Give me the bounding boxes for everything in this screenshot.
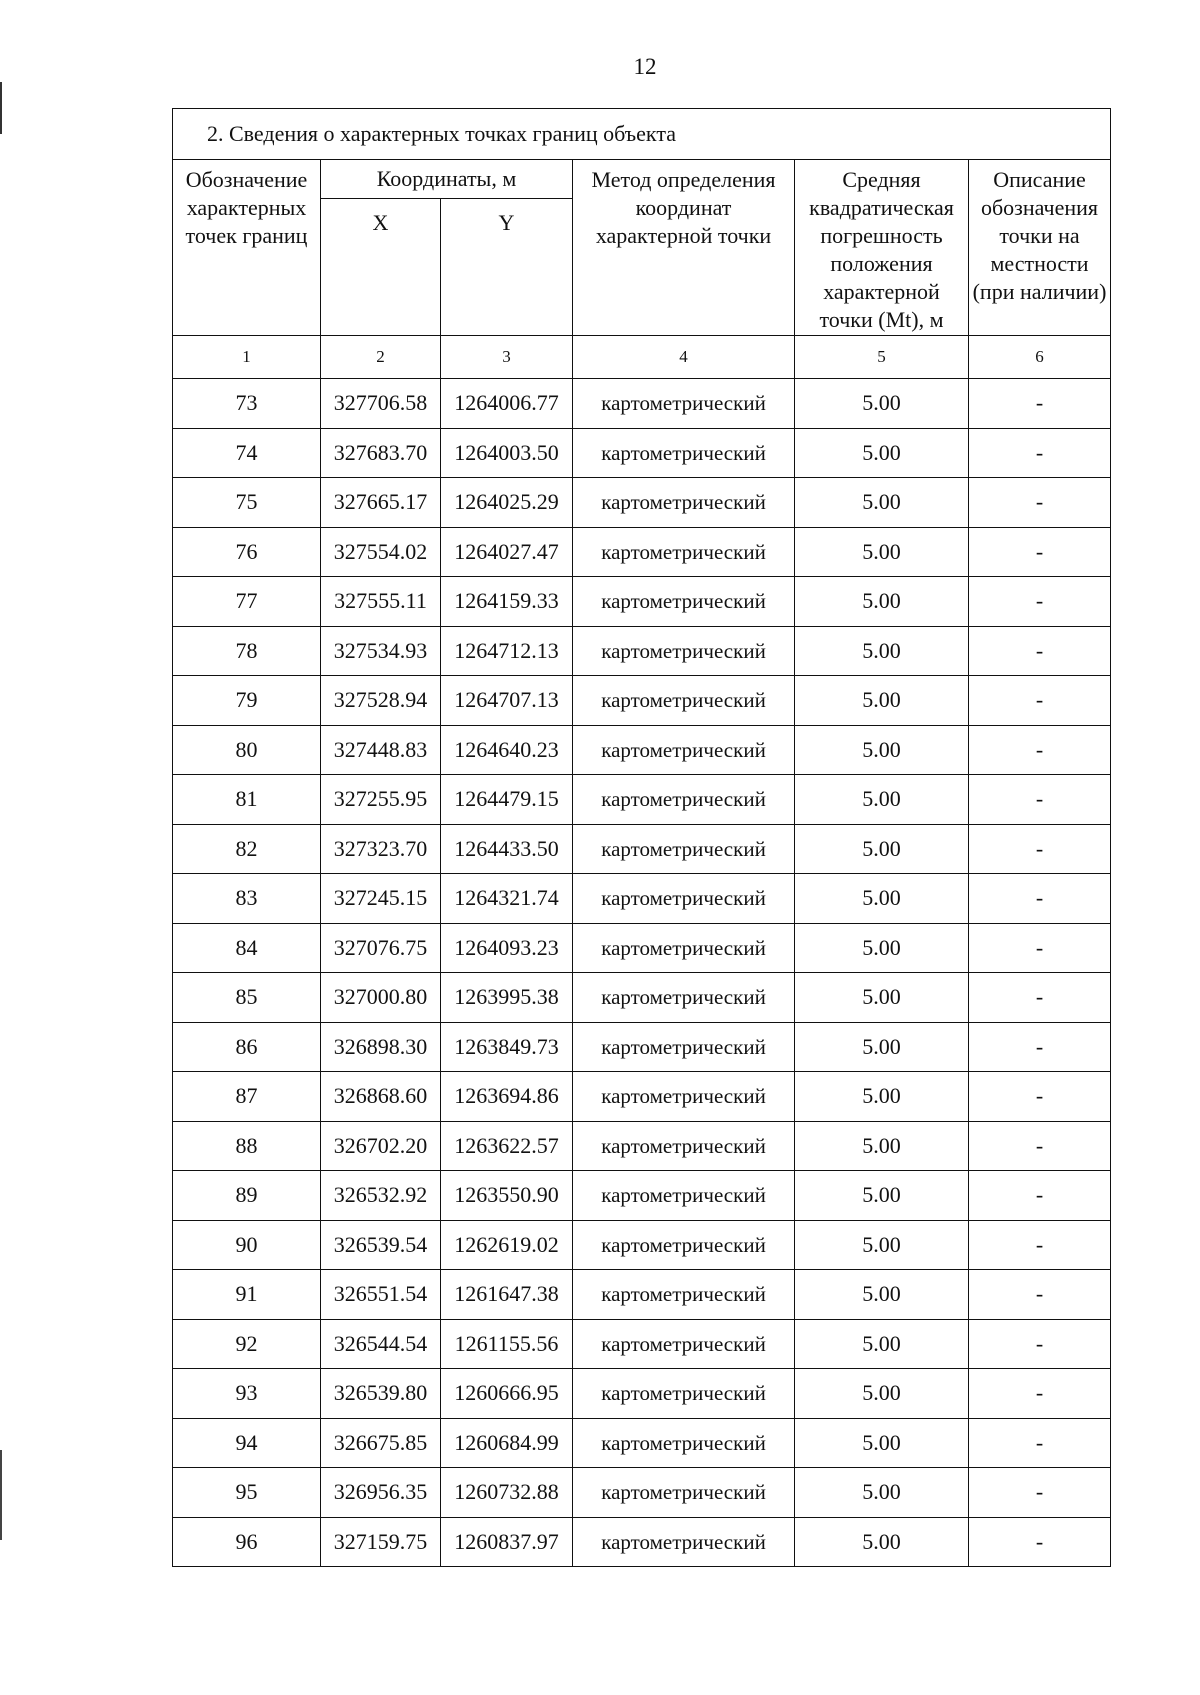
cell-y: 1264712.13 (441, 626, 573, 676)
cell-description: - (969, 1121, 1111, 1171)
header-y: Y (441, 199, 573, 336)
cell-point: 83 (173, 874, 321, 924)
cell-point: 92 (173, 1319, 321, 1369)
column-number: 3 (441, 336, 573, 379)
section-title-row (173, 109, 1111, 160)
boundary-points-table (172, 108, 1111, 1567)
cell-point: 88 (173, 1121, 321, 1171)
cell-point: 95 (173, 1468, 321, 1518)
table-row (173, 676, 1111, 726)
cell-method: картометрический (573, 1468, 795, 1518)
header-row (173, 160, 1111, 199)
cell-method: картометрический (573, 1369, 795, 1419)
cell-method: картометрический (573, 626, 795, 676)
cell-method: картометрический (573, 379, 795, 429)
cell-y: 1263694.86 (441, 1072, 573, 1122)
cell-accuracy: 5.00 (795, 1270, 969, 1320)
cell-accuracy: 5.00 (795, 1319, 969, 1369)
cell-y: 1260666.95 (441, 1369, 573, 1419)
cell-accuracy: 5.00 (795, 1022, 969, 1072)
cell-x: 327706.58 (321, 379, 441, 429)
table-row (173, 1319, 1111, 1369)
table-row (173, 1072, 1111, 1122)
cell-y: 1264479.15 (441, 775, 573, 825)
cell-description: - (969, 824, 1111, 874)
column-number-row (173, 336, 1111, 379)
table-row (173, 1220, 1111, 1270)
cell-x: 327255.95 (321, 775, 441, 825)
table-row (173, 1270, 1111, 1320)
table-row (173, 1369, 1111, 1419)
cell-point: 91 (173, 1270, 321, 1320)
cell-method: картометрический (573, 1220, 795, 1270)
cell-accuracy: 5.00 (795, 824, 969, 874)
table-row (173, 428, 1111, 478)
cell-description: - (969, 973, 1111, 1023)
cell-method: картометрический (573, 1022, 795, 1072)
cell-description: - (969, 1022, 1111, 1072)
cell-method: картометрический (573, 923, 795, 973)
cell-y: 1263995.38 (441, 973, 573, 1023)
cell-accuracy: 5.00 (795, 1072, 969, 1122)
cell-y: 1261155.56 (441, 1319, 573, 1369)
cell-accuracy: 5.00 (795, 725, 969, 775)
cell-y: 1263622.57 (441, 1121, 573, 1171)
table-row (173, 874, 1111, 924)
column-number: 6 (969, 336, 1111, 379)
cell-method: картометрический (573, 824, 795, 874)
cell-accuracy: 5.00 (795, 1517, 969, 1567)
cell-method: картометрический (573, 1270, 795, 1320)
cell-x: 326551.54 (321, 1270, 441, 1320)
cell-y: 1263849.73 (441, 1022, 573, 1072)
table-row (173, 1468, 1111, 1518)
cell-method: картометрический (573, 1121, 795, 1171)
cell-description: - (969, 1270, 1111, 1320)
header-description: Описание обозначения точки на местности (при наличии) (969, 160, 1111, 336)
cell-x: 327448.83 (321, 725, 441, 775)
cell-point: 77 (173, 577, 321, 627)
cell-x: 327000.80 (321, 973, 441, 1023)
cell-description: - (969, 478, 1111, 528)
cell-point: 84 (173, 923, 321, 973)
cell-x: 327323.70 (321, 824, 441, 874)
cell-accuracy: 5.00 (795, 1121, 969, 1171)
cell-method: картометрический (573, 1072, 795, 1122)
cell-method: картометрический (573, 874, 795, 924)
cell-accuracy: 5.00 (795, 1418, 969, 1468)
cell-method: картометрический (573, 676, 795, 726)
cell-y: 1264640.23 (441, 725, 573, 775)
cell-description: - (969, 1319, 1111, 1369)
cell-point: 78 (173, 626, 321, 676)
scan-edge-mark (0, 82, 2, 134)
scan-edge-mark (0, 1450, 2, 1540)
cell-point: 81 (173, 775, 321, 825)
cell-point: 94 (173, 1418, 321, 1468)
cell-y: 1262619.02 (441, 1220, 573, 1270)
cell-point: 89 (173, 1171, 321, 1221)
cell-x: 327555.11 (321, 577, 441, 627)
cell-x: 326539.54 (321, 1220, 441, 1270)
cell-y: 1264433.50 (441, 824, 573, 874)
table-row (173, 923, 1111, 973)
table-row (173, 577, 1111, 627)
table-row (173, 527, 1111, 577)
cell-y: 1264093.23 (441, 923, 573, 973)
cell-x: 326675.85 (321, 1418, 441, 1468)
cell-y: 1264027.47 (441, 527, 573, 577)
table-row (173, 478, 1111, 528)
cell-method: картометрический (573, 725, 795, 775)
column-number: 4 (573, 336, 795, 379)
header-accuracy: Средняя квадратическая погрешность положения характерной точки (Mt), м (795, 160, 969, 336)
section-title: 2. Сведения о характерных точках границ объекта (173, 109, 1111, 160)
cell-description: - (969, 626, 1111, 676)
cell-method: картометрический (573, 527, 795, 577)
table-row (173, 1121, 1111, 1171)
table-row (173, 725, 1111, 775)
table-row (173, 1171, 1111, 1221)
cell-description: - (969, 923, 1111, 973)
cell-description: - (969, 1220, 1111, 1270)
cell-point: 80 (173, 725, 321, 775)
header-method: Метод определения координат характерной точки (573, 160, 795, 336)
cell-point: 87 (173, 1072, 321, 1122)
table-row (173, 775, 1111, 825)
cell-description: - (969, 527, 1111, 577)
cell-x: 326539.80 (321, 1369, 441, 1419)
cell-accuracy: 5.00 (795, 775, 969, 825)
cell-point: 76 (173, 527, 321, 577)
cell-point: 86 (173, 1022, 321, 1072)
cell-y: 1264321.74 (441, 874, 573, 924)
header-point-designation: Обозначение характерных точек границ (173, 160, 321, 336)
cell-accuracy: 5.00 (795, 676, 969, 726)
cell-point: 85 (173, 973, 321, 1023)
cell-point: 90 (173, 1220, 321, 1270)
cell-accuracy: 5.00 (795, 973, 969, 1023)
table-row (173, 824, 1111, 874)
table-row (173, 626, 1111, 676)
cell-point: 96 (173, 1517, 321, 1567)
cell-x: 326868.60 (321, 1072, 441, 1122)
cell-method: картометрический (573, 1171, 795, 1221)
cell-method: картометрический (573, 973, 795, 1023)
column-number: 5 (795, 336, 969, 379)
cell-x: 326544.54 (321, 1319, 441, 1369)
cell-point: 75 (173, 478, 321, 528)
cell-description: - (969, 379, 1111, 429)
cell-method: картометрический (573, 1517, 795, 1567)
cell-y: 1264006.77 (441, 379, 573, 429)
cell-y: 1264025.29 (441, 478, 573, 528)
cell-x: 327534.93 (321, 626, 441, 676)
cell-description: - (969, 1072, 1111, 1122)
page-number: 12 (633, 54, 657, 79)
cell-description: - (969, 874, 1111, 924)
cell-accuracy: 5.00 (795, 626, 969, 676)
cell-accuracy: 5.00 (795, 428, 969, 478)
cell-accuracy: 5.00 (795, 874, 969, 924)
cell-x: 326532.92 (321, 1171, 441, 1221)
cell-accuracy: 5.00 (795, 923, 969, 973)
cell-x: 327665.17 (321, 478, 441, 528)
cell-method: картометрический (573, 428, 795, 478)
cell-accuracy: 5.00 (795, 577, 969, 627)
cell-x: 326956.35 (321, 1468, 441, 1518)
cell-y: 1260684.99 (441, 1418, 573, 1468)
cell-description: - (969, 1468, 1111, 1518)
cell-description: - (969, 676, 1111, 726)
cell-accuracy: 5.00 (795, 478, 969, 528)
cell-point: 74 (173, 428, 321, 478)
cell-accuracy: 5.00 (795, 1220, 969, 1270)
cell-description: - (969, 775, 1111, 825)
cell-method: картометрический (573, 775, 795, 825)
cell-y: 1260837.97 (441, 1517, 573, 1567)
cell-y: 1264159.33 (441, 577, 573, 627)
cell-point: 82 (173, 824, 321, 874)
header-coordinates: Координаты, м (321, 160, 573, 199)
cell-description: - (969, 1517, 1111, 1567)
header-x: X (321, 199, 441, 336)
cell-accuracy: 5.00 (795, 1468, 969, 1518)
cell-x: 327076.75 (321, 923, 441, 973)
cell-y: 1264707.13 (441, 676, 573, 726)
cell-y: 1260732.88 (441, 1468, 573, 1518)
cell-point: 93 (173, 1369, 321, 1419)
cell-x: 327245.15 (321, 874, 441, 924)
cell-method: картометрический (573, 1418, 795, 1468)
cell-description: - (969, 577, 1111, 627)
cell-x: 327528.94 (321, 676, 441, 726)
table-row (173, 379, 1111, 429)
table-row (173, 1517, 1111, 1567)
cell-x: 327159.75 (321, 1517, 441, 1567)
cell-y: 1263550.90 (441, 1171, 573, 1221)
cell-x: 327554.02 (321, 527, 441, 577)
column-number: 2 (321, 336, 441, 379)
cell-point: 79 (173, 676, 321, 726)
table-row (173, 973, 1111, 1023)
cell-accuracy: 5.00 (795, 527, 969, 577)
cell-accuracy: 5.00 (795, 1369, 969, 1419)
cell-method: картометрический (573, 478, 795, 528)
cell-x: 327683.70 (321, 428, 441, 478)
cell-accuracy: 5.00 (795, 379, 969, 429)
cell-accuracy: 5.00 (795, 1171, 969, 1221)
cell-description: - (969, 428, 1111, 478)
table-row (173, 1418, 1111, 1468)
cell-point: 73 (173, 379, 321, 429)
cell-y: 1261647.38 (441, 1270, 573, 1320)
column-number: 1 (173, 336, 321, 379)
cell-y: 1264003.50 (441, 428, 573, 478)
cell-description: - (969, 725, 1111, 775)
table-row (173, 1022, 1111, 1072)
cell-x: 326898.30 (321, 1022, 441, 1072)
cell-description: - (969, 1418, 1111, 1468)
cell-description: - (969, 1369, 1111, 1419)
cell-method: картометрический (573, 577, 795, 627)
cell-x: 326702.20 (321, 1121, 441, 1171)
cell-description: - (969, 1171, 1111, 1221)
cell-method: картометрический (573, 1319, 795, 1369)
